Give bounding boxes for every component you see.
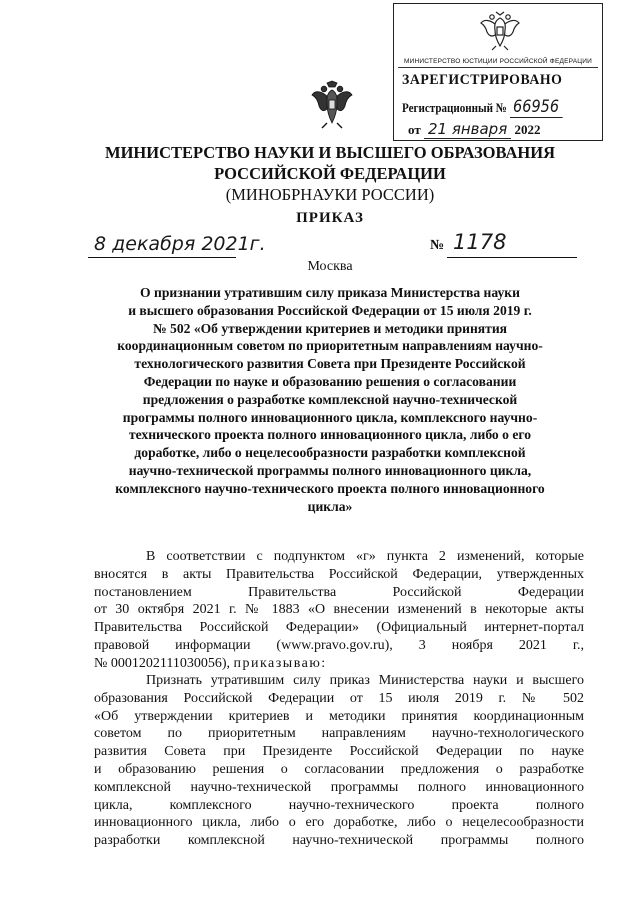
title-line: Федерации по науке и образованию решения о согласовании [143,373,517,389]
body-line: цикла, комплексного научно-технического проекта полного [94,797,584,813]
body-line: комплексной научно-технической программы полного инновационного [94,779,584,795]
order-action-word: приказываю: [233,655,327,671]
body-line: «Об утверждении критериев и методики принятия координационным [94,708,584,724]
stamp-reg-number: 66956 [510,97,563,118]
title-line: № 502 «Об утверждении критериев и методики принятия [152,320,508,336]
body-line: Правительства Российской Федерации» (Официальный интернет-портал [94,620,584,636]
body-line: советом по приоритетным направлениям научно-технологического [94,726,584,742]
body-line: развития Совета при Президенте Российской Федерации по науке [94,744,584,760]
operative-paragraph [94,672,584,850]
body-line: постановлением Правительства Российской Федерации [94,584,584,600]
header-line-3: (МИНОБРНАУКИ РОССИИ) [225,185,435,204]
preamble-paragraph [94,548,584,673]
body-line: от 30 октября 2021 г. № 1883 «О внесении изменений в некоторые акты [94,602,584,618]
body-line: правовой информации (www.pravo.gov.ru), 3 ноября 2021 г., [94,637,584,653]
order-number-handwritten: 1178 [453,230,507,254]
body-line-final [94,655,584,673]
header-line-2: РОССИЙСКОЙ ФЕДЕРАЦИИ [214,164,446,183]
title-line: предложения о разработке комплексной научно-технической [142,391,518,407]
order-number-label: № [430,238,445,253]
double-headed-eagle-icon [478,10,522,52]
stamp-date-handwritten: 21 января [424,120,511,139]
stamp-ministry-name: МИНИСТЕРСТВО ЮСТИЦИИ РОССИЙСКОЙ ФЕДЕРАЦИИ [398,58,598,68]
title-line: технического проекта полного инновационного цикла, либо о его [128,427,531,443]
order-city: Москва [307,259,353,274]
title-line: комплексного научно-технического проекта полного инновационного [115,480,545,496]
title-line: координационным советом по приоритетным направлениям научно- [117,338,543,354]
title-line: цикла» [307,498,353,514]
registration-stamp [393,3,603,141]
order-number-field [447,229,577,258]
stamp-date-line [408,120,540,138]
stamp-date-year: 2022 [514,122,541,137]
header-line-1: МИНИСТЕРСТВО НАУКИ И ВЫСШЕГО ОБРАЗОВАНИЯ [105,143,555,162]
order-subject-title [84,284,576,515]
body-line: и образованию решения о согласовании предложения о разработке [94,761,584,777]
stamp-date-prefix: от [408,122,421,137]
body-line-text: № 0001202111030056), [94,655,230,671]
title-line: доработке, либо о нецелесообразности разработки комплексной [134,445,526,461]
title-line: О признании утратившим силу приказа Министерства науки [140,285,520,300]
body-line: инновационного цикла, либо о его доработке, либо о нецелесообразности [94,815,584,831]
body-line: разработки комплексной научно-технической программы полного [94,833,584,849]
stamp-status: ЗАРЕГИСТРИРОВАНО [402,72,563,88]
stamp-registration-line [402,97,562,117]
order-title: ПРИКАЗ [296,210,364,226]
body-line: вносятся в акты Правительства Российской Федерации, утвержденных [94,566,584,582]
title-line: технологического развития Совета при Президенте Российской [134,356,526,372]
title-line: научно-технической программы полного инновационного цикла, [128,462,532,478]
body-line: Признать утратившим силу приказ Министерства науки и высшего [146,673,584,688]
order-date-handwritten: 8 декабря 2021г. [94,233,266,255]
order-date-field [88,231,266,258]
body-line: образования Российской Федерации от 15 июля 2019 г. № 502 [94,690,584,706]
title-line: и высшего образования Российской Федерации от 15 июля 2019 г. [128,302,532,318]
ministry-header [60,142,600,205]
stamp-reg-label: Регистрационный № [402,100,507,115]
coat-of-arms-icon [310,80,354,130]
title-line: программы полного инновационного цикла, комплексного научно- [122,409,538,425]
body-line: В соответствии с подпунктом «г» пункта 2 изменений, которые [146,549,584,564]
